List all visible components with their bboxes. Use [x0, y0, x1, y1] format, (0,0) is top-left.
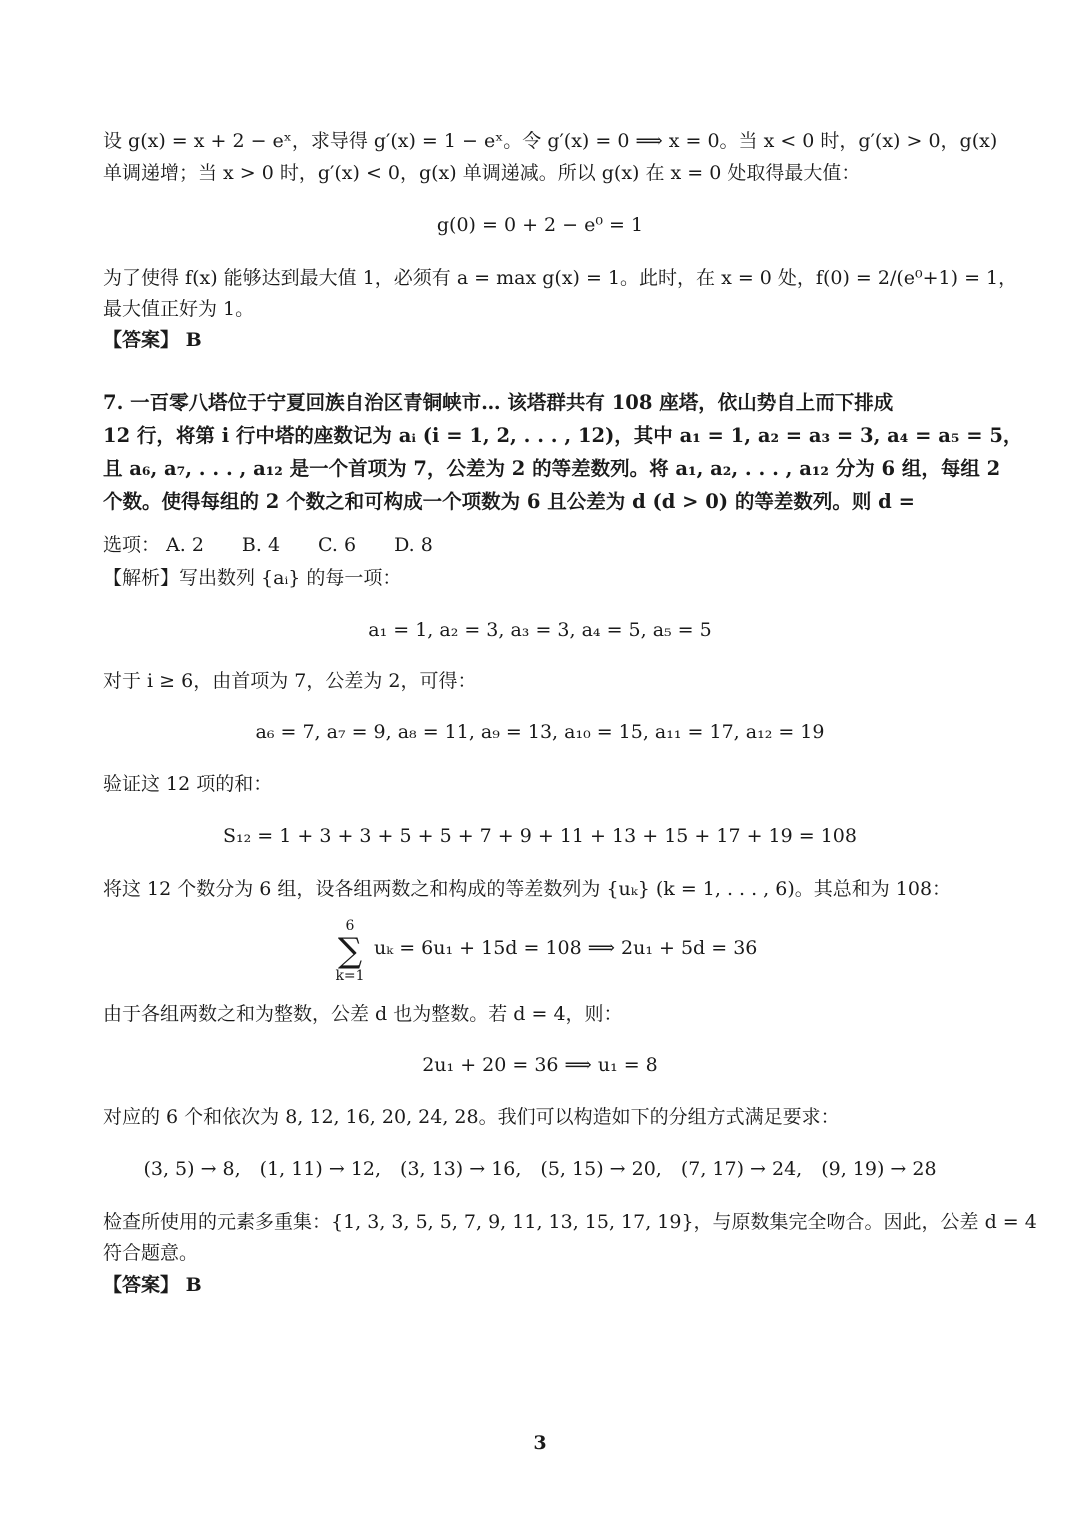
question-text: 且 a₆, a₇, . . . , a₁₂ 是一个首项为 7，公差为 2 的等差数列。将 a₁, a₂, . . . , a₁₂ 分为 6 组，每组 2 — [103, 457, 1001, 480]
question-text: 个数。使得每组的 2 个数之和可构成一个项数为 6 且公差为 d (d > 0) 的等差数列。则 d = — [103, 490, 915, 513]
text-line: 为了使得 f(x) 能够达到最大值 1，必须有 a = max g(x) = 1。此时，在 x = 0 处，f(0) = 2/(e⁰+1) = 1， — [103, 267, 1018, 289]
question-text: 12 行，将第 i 行中塔的座数记为 aᵢ (i = 1, 2, . . . , 12)，其中 a₁ = 1, a₂ = a₃ = 3, a₄ = a₅ = 5， — [103, 424, 1023, 447]
text-line: 设 g(x) = x + 2 − eˣ，求导得 g′(x) = 1 − eˣ。令 g′(x) = 0 ⟹ x = 0。当 x < 0 时，g′(x) > 0，g(x) — [103, 130, 998, 152]
options-line: 选项： A. 2 B. 4 C. 6 D. 8 — [103, 534, 433, 556]
equation: (3, 5) → 8, (1, 11) → 12, (3, 13) → 16, (5, 15) → 20, (7, 17) → 24, (9, 19) → 28 — [143, 1158, 937, 1180]
answer-line: 【答案】 B — [103, 329, 202, 351]
sum-lower-limit: k=1 — [335, 968, 365, 984]
sum-upper-limit: 6 — [345, 918, 355, 934]
text-line: 单调递增；当 x > 0 时，g′(x) < 0，g(x) 单调递减。所以 g(x) 在 x = 0 处取得最大值： — [103, 162, 861, 184]
answer-line: 【答案】 B — [103, 1274, 202, 1296]
equation: a₁ = 1, a₂ = 3, a₃ = 3, a₄ = 5, a₅ = 5 — [368, 619, 712, 641]
page-number: 3 — [533, 1432, 547, 1454]
text-line: 最大值正好为 1。 — [103, 298, 255, 320]
equation: S₁₂ = 1 + 3 + 3 + 5 + 5 + 7 + 9 + 11 + 13 + 15 + 17 + 19 = 108 — [222, 825, 857, 847]
equation: g(0) = 0 + 2 − e⁰ = 1 — [436, 214, 644, 236]
analysis-heading: 【解析】写出数列 {aᵢ} 的每一项： — [103, 567, 402, 589]
text-line: 对应的 6 个和依次为 8, 12, 16, 20, 24, 28。我们可以构造如下的分组方式满足要求： — [103, 1106, 840, 1128]
question-text: 7. 一百零八塔位于宁夏回族自治区青铜峡市… 该塔群共有 108 座塔，依山势自上而下排成 — [103, 391, 894, 414]
sum-body: uₖ = 6u₁ + 15d = 108 ⟹ 2u₁ + 5d = 36 — [374, 937, 758, 959]
text-line: 检查所使用的元素多重集：{1, 3, 3, 5, 5, 7, 9, 11, 13, 15, 17, 19}，与原数集完全吻合。因此，公差 d = 4 — [103, 1211, 1037, 1233]
sigma-block — [330, 918, 370, 984]
equation: 2u₁ + 20 = 36 ⟹ u₁ = 8 — [422, 1054, 658, 1076]
summation-equation — [0, 918, 1080, 988]
text-line: 符合题意。 — [103, 1242, 199, 1264]
text-line: 将这 12 个数分为 6 组，设各组两数之和构成的等差数列为 {uₖ} (k = 1, . . . , 6)。其总和为 108： — [103, 878, 952, 900]
sigma-symbol: ∑ — [337, 931, 363, 971]
text-line: 由于各组两数之和为整数，公差 d 也为整数。若 d = 4，则： — [103, 1003, 623, 1025]
text-line: 验证这 12 项的和： — [103, 773, 273, 795]
equation: a₆ = 7, a₇ = 9, a₈ = 11, a₉ = 13, a₁₀ = 15, a₁₁ = 17, a₁₂ = 19 — [255, 721, 825, 743]
text-line: 对于 i ≥ 6，由首项为 7，公差为 2，可得： — [103, 670, 477, 692]
